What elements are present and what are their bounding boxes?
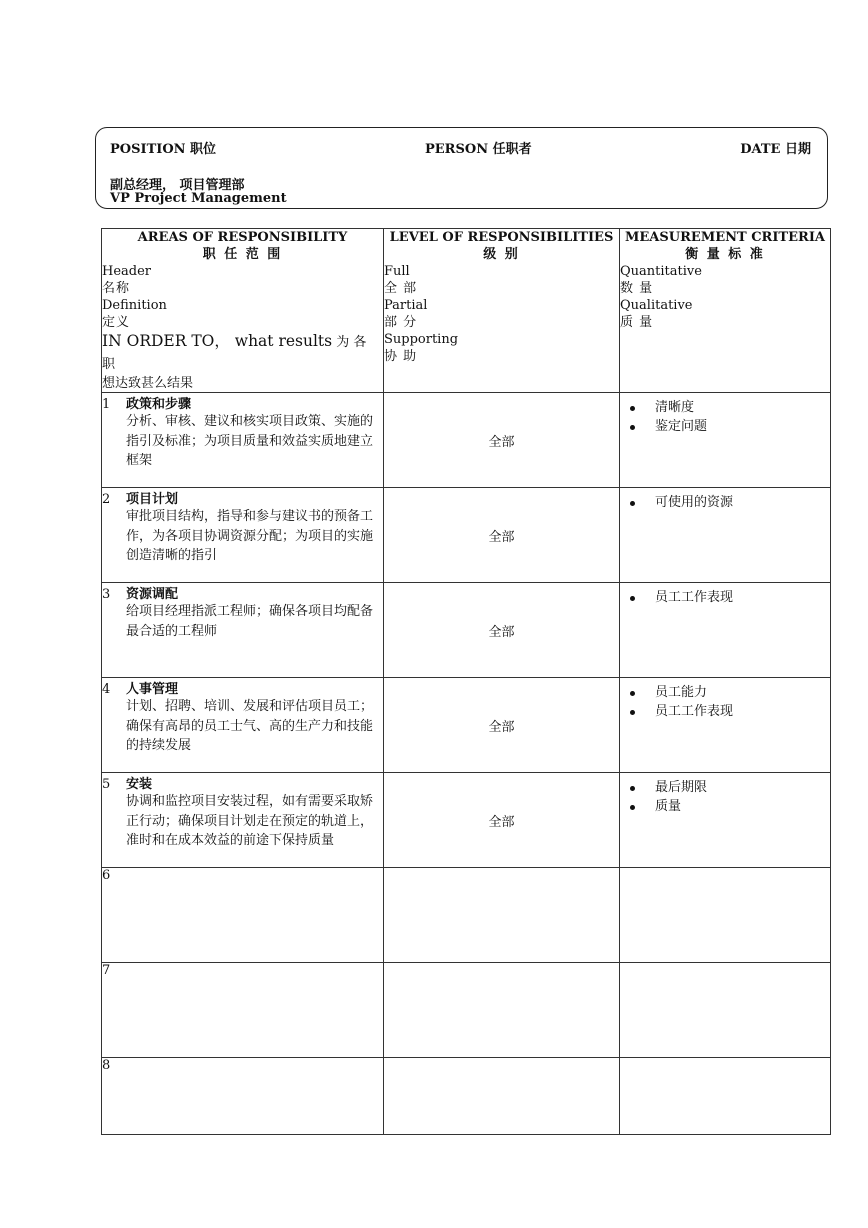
criteria-cell — [620, 1058, 831, 1135]
table-row — [102, 583, 831, 678]
supporting-def-en: Supporting — [384, 332, 459, 347]
area-cell — [102, 678, 384, 773]
definition-def-zh: 定义 — [102, 315, 131, 330]
areas-column-title: AREAS OF RESPONSIBILITY — [137, 230, 348, 245]
quantitative-def-zh: 数 量 — [620, 281, 654, 296]
criteria-item: 最后期限 — [628, 778, 830, 797]
area-description: 计划、招聘、培训、发展和评估项目员工；确保有高昂的员工士气、高的生产力和技能的持续发展 — [126, 699, 374, 753]
in-order-to-zh2: 想达致甚么结果 — [102, 376, 194, 391]
criteria-column-subtitle: 衡 量 标 准 — [685, 247, 765, 262]
level-cell — [384, 1058, 620, 1135]
level-column-subtitle: 级 别 — [483, 247, 520, 262]
partial-def-en: Partial — [384, 298, 428, 313]
definition-def-en: Definition — [102, 298, 167, 313]
full-def-en: Full — [384, 264, 410, 279]
area-title: 安装 — [126, 777, 153, 792]
criteria-item: 鉴定问题 — [628, 417, 830, 436]
area-cell — [102, 773, 384, 868]
criteria-item: 员工工作表现 — [628, 588, 830, 607]
level-value: 全部 — [488, 624, 515, 640]
table-row — [102, 773, 831, 868]
row-number: 8 — [102, 1058, 111, 1073]
row-number: 7 — [102, 963, 111, 978]
table-header-row — [102, 229, 831, 393]
responsibility-rows — [102, 393, 831, 1135]
level-value: 全部 — [488, 814, 515, 830]
criteria-list — [620, 773, 830, 816]
level-cell — [384, 868, 620, 963]
date-label: DATE 日期 — [740, 142, 811, 157]
areas-column-subtitle: 职 任 范 围 — [202, 247, 283, 262]
area-cell — [102, 1058, 384, 1135]
criteria-cell — [620, 868, 831, 963]
level-cell — [384, 583, 620, 678]
row-number: 1 — [102, 397, 111, 412]
table-row — [102, 393, 831, 488]
area-cell — [102, 488, 384, 583]
row-number: 4 — [102, 682, 111, 697]
criteria-item: 员工工作表现 — [628, 702, 830, 721]
criteria-cell — [620, 773, 831, 868]
criteria-list — [620, 678, 830, 721]
area-description: 给项目经理指派工程师；确保各项目均配备最合适的工程师 — [126, 604, 374, 639]
level-value: 全部 — [488, 719, 515, 735]
criteria-column-title: MEASUREMENT CRITERIA — [625, 230, 825, 245]
area-description: 分析、审核、建议和核实项目政策、实施的指引及标准；为项目质量和效益实质地建立框架 — [126, 414, 374, 468]
row-number: 3 — [102, 587, 111, 602]
area-heading — [102, 678, 383, 697]
level-column-title: LEVEL OF RESPONSIBILITIES — [389, 230, 614, 245]
area-heading — [102, 1058, 383, 1073]
level-value: 全部 — [488, 434, 515, 450]
level-header-cell — [384, 229, 620, 393]
criteria-cell — [620, 678, 831, 773]
level-value: 全部 — [488, 529, 515, 545]
row-number: 2 — [102, 492, 111, 507]
area-heading — [102, 963, 383, 978]
criteria-list — [620, 488, 830, 512]
criteria-cell — [620, 488, 831, 583]
area-heading — [102, 488, 383, 507]
area-heading — [102, 393, 383, 412]
qualitative-def-en: Qualitative — [620, 298, 693, 313]
row-number: 5 — [102, 777, 111, 792]
table-row — [102, 1058, 831, 1135]
level-cell — [384, 678, 620, 773]
area-cell — [102, 963, 384, 1058]
criteria-item: 质量 — [628, 797, 830, 816]
row-number: 6 — [102, 868, 111, 883]
table-row — [102, 678, 831, 773]
person-label: PERSON 任职者 — [425, 142, 532, 157]
level-cell — [384, 393, 620, 488]
criteria-item: 清晰度 — [628, 398, 830, 417]
supporting-def-zh: 协 助 — [384, 349, 418, 364]
criteria-header-cell — [620, 229, 831, 393]
criteria-list — [620, 393, 830, 436]
criteria-item: 员工能力 — [628, 683, 830, 702]
table-row — [102, 488, 831, 583]
position-header-box — [95, 127, 828, 209]
header-def-zh: 名称 — [102, 281, 131, 296]
qualitative-def-zh: 质 量 — [620, 315, 654, 330]
area-cell — [102, 868, 384, 963]
area-heading — [102, 773, 383, 792]
area-heading — [102, 583, 383, 602]
in-order-to-zh1: 为 各 职 — [102, 335, 367, 372]
position-title-en: VP Project Management — [110, 191, 287, 206]
position-label: POSITION 职位 — [110, 142, 217, 157]
criteria-cell — [620, 393, 831, 488]
in-order-to-line — [102, 331, 383, 375]
quantitative-def-en: Quantitative — [620, 264, 702, 279]
table-row — [102, 963, 831, 1058]
criteria-cell — [620, 963, 831, 1058]
area-title: 资源调配 — [126, 587, 179, 602]
area-title: 项目计划 — [126, 492, 179, 507]
area-description: 协调和监控项目安装过程，如有需要采取矫正行动；确保项目计划走在预定的轨道上，准时和在成本效益的前途下保持质量 — [126, 794, 374, 848]
responsibility-table — [101, 228, 831, 1135]
level-cell — [384, 773, 620, 868]
partial-def-zh: 部 分 — [384, 315, 418, 330]
position-title-zh: 副总经理， 项目管理部 — [110, 178, 245, 193]
area-cell — [102, 393, 384, 488]
level-cell — [384, 963, 620, 1058]
in-order-to-en: IN ORDER TO， what results — [102, 332, 333, 350]
criteria-list — [620, 583, 830, 607]
area-title: 政策和步骤 — [126, 397, 192, 412]
criteria-cell — [620, 583, 831, 678]
header-def-en: Header — [102, 264, 152, 279]
area-description: 审批项目结构，指导和参与建议书的预备工作，为各项目协调资源分配；为项目的实施创造清晰的指引 — [126, 509, 374, 563]
full-def-zh: 全 部 — [384, 281, 418, 296]
criteria-item: 可使用的资源 — [628, 493, 830, 512]
level-cell — [384, 488, 620, 583]
areas-header-cell — [102, 229, 384, 393]
table-row — [102, 868, 831, 963]
area-cell — [102, 583, 384, 678]
area-title: 人事管理 — [126, 682, 179, 697]
area-heading — [102, 868, 383, 883]
